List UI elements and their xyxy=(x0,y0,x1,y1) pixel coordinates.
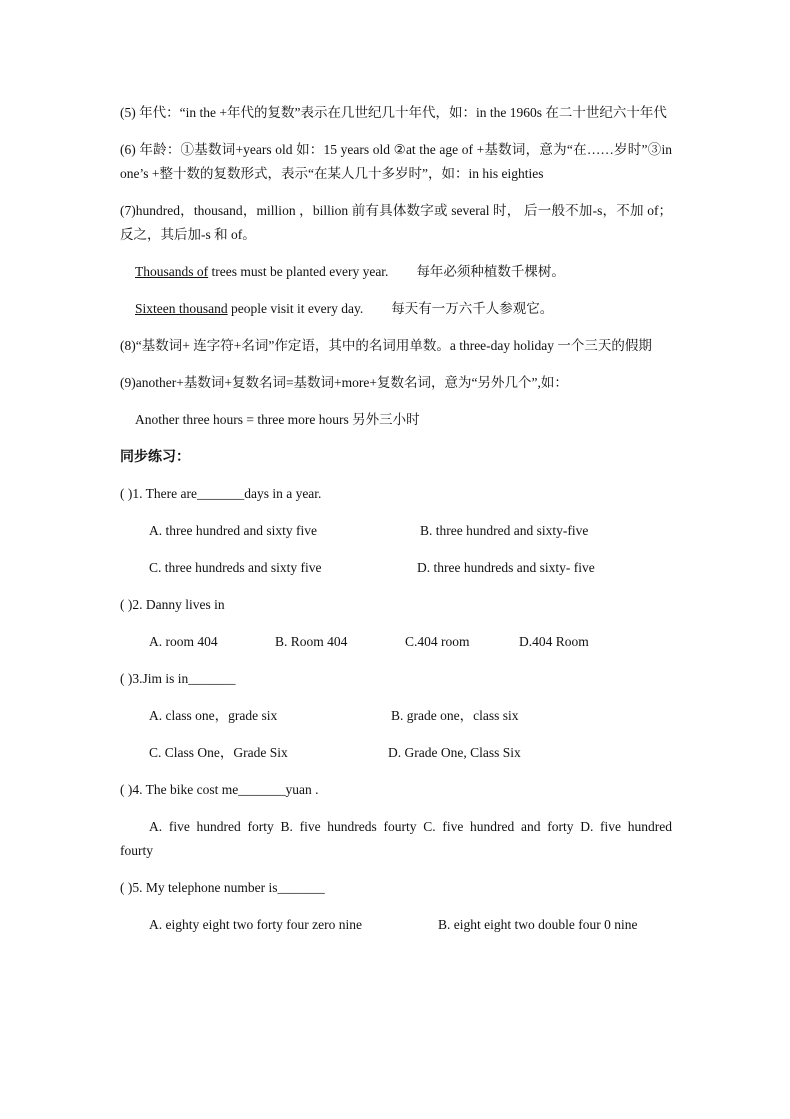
question-1-option-c: C. three hundreds and sixty five xyxy=(149,560,322,575)
document-page xyxy=(120,95,672,950)
question-2-option-a: A. room 404 xyxy=(149,634,218,649)
question-1-option-b: B. three hundred and sixty-five xyxy=(420,523,589,538)
question-5-stem: ( )5. My telephone number is_______ xyxy=(120,880,325,895)
example-1-underlined: Thousands of xyxy=(135,264,209,279)
question-5-option-a: A. eighty eight two forty four zero nine xyxy=(149,917,362,932)
question-4-stem: ( )4. The bike cost me_______yuan . xyxy=(120,782,319,797)
example-2-rest: people visit it every day. xyxy=(227,301,364,316)
example-2-translation: 每天有一万六千人参观它。 xyxy=(391,301,554,316)
question-3-stem: ( )3.Jim is in_______ xyxy=(120,671,236,686)
question-1-option-a: A. three hundred and sixty five xyxy=(149,523,317,538)
grammar-point-9: (9)another+基数词+复数名词=基数词+more+复数名词，意为“另外几个”,如： xyxy=(120,375,568,390)
question-2-option-c: C.404 room xyxy=(405,634,470,649)
question-3-option-a: A. class one，grade six xyxy=(149,708,278,723)
example-2-underlined: Sixteen thousand xyxy=(135,301,228,316)
question-3-option-c: C. Class One，Grade Six xyxy=(149,745,288,760)
question-2-option-d: D.404 Room xyxy=(519,634,589,649)
question-2-stem: ( )2. Danny lives in xyxy=(120,597,225,612)
question-3-option-b: B. grade one，class six xyxy=(391,708,519,723)
grammar-point-7: (7)hundred，thousand，million ，billion 前有具体数字或 several 时， 后一般不加-s，不加 of；反之，其后加-s 和 of。 xyxy=(120,203,672,242)
grammar-point-8: (8)“基数词+ 连字符+名词”作定语，其中的名词用单数。a three-day holiday 一个三天的假期 xyxy=(120,338,652,353)
question-3-options-row-2 xyxy=(120,741,672,765)
question-3-option-d: D. Grade One, Class Six xyxy=(388,745,521,760)
question-3-options-row-1 xyxy=(120,704,672,728)
example-1-translation: 每年必须种植数千棵树。 xyxy=(416,264,565,279)
question-1-option-d: D. three hundreds and sixty- five xyxy=(417,560,595,575)
question-5-options-row xyxy=(120,913,672,937)
grammar-point-6: (6) 年龄：①基数词+years old 如：15 years old ②at the age of +基数词，意为“在……岁时”③in one’s +整十数的复数形式，表示“在某人几十多岁时”，如：in his eighties xyxy=(120,142,672,181)
question-1-options-row-2 xyxy=(120,556,672,580)
example-1-rest: trees must be planted every year. xyxy=(208,264,389,279)
question-1-options-row-1 xyxy=(120,519,672,543)
grammar-point-5: (5) 年代：“in the +年代的复数”表示在几世纪几十年代，如：in the 1960s 在二十世纪六十年代 xyxy=(120,105,667,120)
question-2-option-b: B. Room 404 xyxy=(275,634,348,649)
practice-heading: 同步练习： xyxy=(120,449,190,465)
question-5-option-b: B. eight eight two double four 0 nine xyxy=(438,917,638,932)
question-4-options: A. five hundred forty B. five hundreds fourty C. five hundred and forty D. five hundred fourty xyxy=(120,819,672,858)
example-sentence-2 xyxy=(120,297,672,321)
example-sentence-3: Another three hours = three more hours 另外三小时 xyxy=(135,412,420,427)
question-2-options-row xyxy=(120,630,672,654)
question-1-stem: ( )1. There are_______days in a year. xyxy=(120,486,322,501)
example-sentence-1 xyxy=(120,260,672,284)
